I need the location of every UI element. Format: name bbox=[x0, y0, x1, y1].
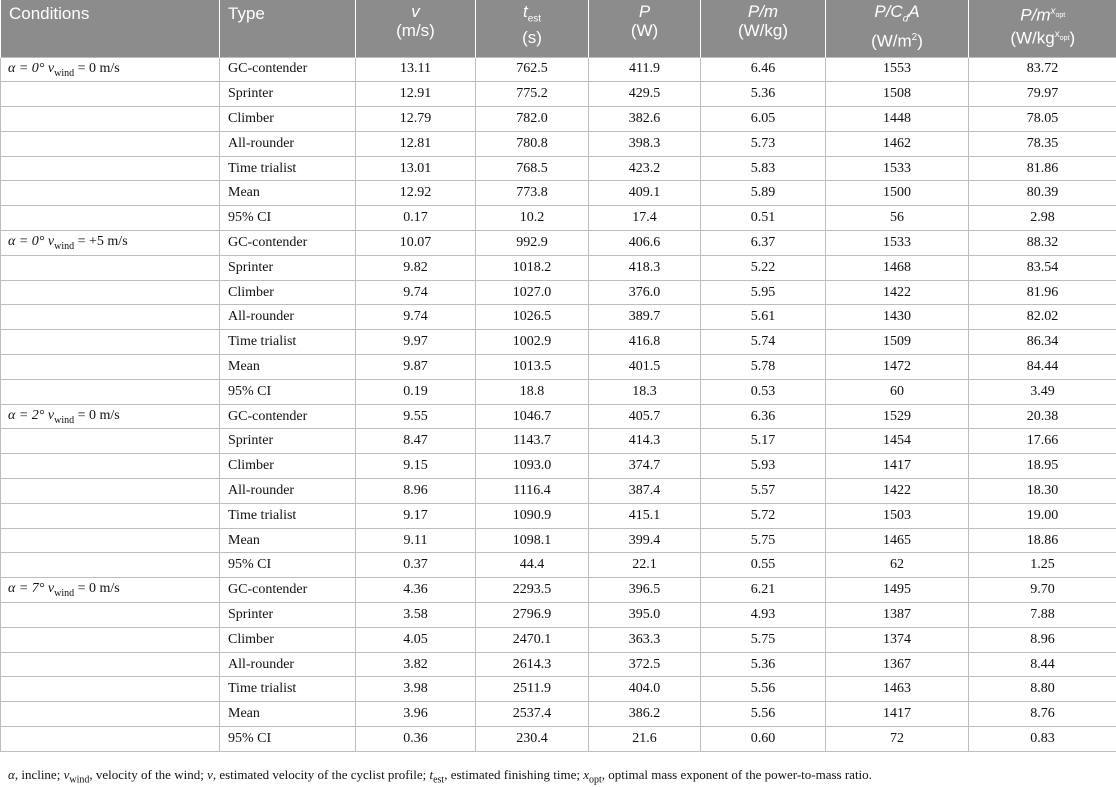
value-cell: 2.98 bbox=[969, 206, 1116, 231]
value-cell: 5.56 bbox=[701, 677, 826, 702]
condition-cell: α = 0° $v_{wind} = 0$ m/s bbox=[1, 57, 220, 82]
table-row bbox=[1, 305, 1116, 330]
value-cell: 3.96 bbox=[356, 702, 476, 727]
value-cell: 9.70 bbox=[969, 578, 1116, 603]
table-row bbox=[1, 156, 1116, 181]
value-cell: 1417 bbox=[826, 702, 969, 727]
value-cell: 1472 bbox=[826, 355, 969, 380]
value-cell: 423.2 bbox=[589, 156, 701, 181]
value-cell: 0.55 bbox=[701, 553, 826, 578]
type-cell: GC-contender bbox=[220, 404, 356, 429]
value-cell: 2537.4 bbox=[476, 702, 589, 727]
value-cell: 4.05 bbox=[356, 627, 476, 652]
type-cell: Time trialist bbox=[220, 156, 356, 181]
value-cell: 2470.1 bbox=[476, 627, 589, 652]
value-cell: 1046.7 bbox=[476, 404, 589, 429]
value-cell: 6.05 bbox=[701, 107, 826, 132]
value-cell: 8.80 bbox=[969, 677, 1116, 702]
value-cell: 5.22 bbox=[701, 255, 826, 280]
table-row bbox=[1, 206, 1116, 231]
table-row bbox=[1, 454, 1116, 479]
header-time: $t_{est}$ (s) bbox=[476, 0, 589, 57]
condition-cell bbox=[1, 330, 220, 355]
condition-cell bbox=[1, 479, 220, 504]
type-cell: All-rounder bbox=[220, 652, 356, 677]
value-cell: 9.55 bbox=[356, 404, 476, 429]
type-cell: All-rounder bbox=[220, 305, 356, 330]
type-cell: Time trialist bbox=[220, 330, 356, 355]
value-cell: 1.25 bbox=[969, 553, 1116, 578]
value-cell: 79.97 bbox=[969, 82, 1116, 107]
table-row bbox=[1, 627, 1116, 652]
value-cell: 389.7 bbox=[589, 305, 701, 330]
value-cell: 1422 bbox=[826, 280, 969, 305]
value-cell: 1533 bbox=[826, 231, 969, 256]
value-cell: 6.46 bbox=[701, 57, 826, 82]
value-cell: 12.92 bbox=[356, 181, 476, 206]
header-power-to-mass-exponent: $P/m^{x_{opt}}$ $(W/kg^{x_{opt}})$ bbox=[969, 0, 1116, 57]
condition-cell bbox=[1, 727, 220, 752]
value-cell: 0.37 bbox=[356, 553, 476, 578]
value-cell: 8.47 bbox=[356, 429, 476, 454]
table-row bbox=[1, 379, 1116, 404]
value-cell: 9.11 bbox=[356, 528, 476, 553]
type-cell: Sprinter bbox=[220, 429, 356, 454]
value-cell: 2614.3 bbox=[476, 652, 589, 677]
value-cell: 3.98 bbox=[356, 677, 476, 702]
value-cell: 416.8 bbox=[589, 330, 701, 355]
header-type: Type bbox=[220, 0, 356, 57]
value-cell: 0.19 bbox=[356, 379, 476, 404]
value-cell: 1002.9 bbox=[476, 330, 589, 355]
value-cell: 56 bbox=[826, 206, 969, 231]
type-cell: Sprinter bbox=[220, 603, 356, 628]
condition-cell bbox=[1, 454, 220, 479]
value-cell: 9.87 bbox=[356, 355, 476, 380]
header-power-to-drag: $P/C_dA$ $(W/m^2)$ bbox=[826, 0, 969, 57]
value-cell: 418.3 bbox=[589, 255, 701, 280]
table-row bbox=[1, 479, 1116, 504]
value-cell: 82.02 bbox=[969, 305, 1116, 330]
value-cell: 12.91 bbox=[356, 82, 476, 107]
value-cell: 387.4 bbox=[589, 479, 701, 504]
condition-cell bbox=[1, 379, 220, 404]
value-cell: 406.6 bbox=[589, 231, 701, 256]
value-cell: 1448 bbox=[826, 107, 969, 132]
value-cell: 768.5 bbox=[476, 156, 589, 181]
value-cell: 1468 bbox=[826, 255, 969, 280]
value-cell: 1013.5 bbox=[476, 355, 589, 380]
table-row bbox=[1, 578, 1116, 603]
value-cell: 1503 bbox=[826, 503, 969, 528]
value-cell: 1387 bbox=[826, 603, 969, 628]
type-cell: Climber bbox=[220, 454, 356, 479]
condition-cell: α = 7° $v_{wind} = 0$ m/s bbox=[1, 578, 220, 603]
header-power-to-mass: P/m (W/kg) bbox=[701, 0, 826, 57]
value-cell: 1090.9 bbox=[476, 503, 589, 528]
value-cell: 414.3 bbox=[589, 429, 701, 454]
value-cell: 775.2 bbox=[476, 82, 589, 107]
value-cell: 3.58 bbox=[356, 603, 476, 628]
value-cell: 409.1 bbox=[589, 181, 701, 206]
value-cell: 762.5 bbox=[476, 57, 589, 82]
value-cell: 1462 bbox=[826, 131, 969, 156]
condition-cell bbox=[1, 677, 220, 702]
value-cell: 12.81 bbox=[356, 131, 476, 156]
value-cell: 80.39 bbox=[969, 181, 1116, 206]
value-cell: 386.2 bbox=[589, 702, 701, 727]
value-cell: 992.9 bbox=[476, 231, 589, 256]
value-cell: 401.5 bbox=[589, 355, 701, 380]
value-cell: 0.17 bbox=[356, 206, 476, 231]
value-cell: 1509 bbox=[826, 330, 969, 355]
value-cell: 62 bbox=[826, 553, 969, 578]
value-cell: 83.54 bbox=[969, 255, 1116, 280]
value-cell: 1143.7 bbox=[476, 429, 589, 454]
table-row bbox=[1, 553, 1116, 578]
value-cell: 5.36 bbox=[701, 82, 826, 107]
value-cell: 405.7 bbox=[589, 404, 701, 429]
value-cell: 1465 bbox=[826, 528, 969, 553]
value-cell: 399.4 bbox=[589, 528, 701, 553]
type-cell: 95% CI bbox=[220, 553, 356, 578]
condition-cell bbox=[1, 503, 220, 528]
value-cell: 3.49 bbox=[969, 379, 1116, 404]
value-cell: 6.37 bbox=[701, 231, 826, 256]
value-cell: 5.89 bbox=[701, 181, 826, 206]
value-cell: 22.1 bbox=[589, 553, 701, 578]
value-cell: 363.3 bbox=[589, 627, 701, 652]
type-cell: Mean bbox=[220, 528, 356, 553]
value-cell: 6.21 bbox=[701, 578, 826, 603]
table-row bbox=[1, 355, 1116, 380]
value-cell: 4.36 bbox=[356, 578, 476, 603]
table-row bbox=[1, 255, 1116, 280]
value-cell: 230.4 bbox=[476, 727, 589, 752]
header-row bbox=[1, 0, 1116, 57]
value-cell: 1422 bbox=[826, 479, 969, 504]
table-row bbox=[1, 181, 1116, 206]
value-cell: 4.93 bbox=[701, 603, 826, 628]
value-cell: 780.8 bbox=[476, 131, 589, 156]
condition-cell bbox=[1, 107, 220, 132]
type-cell: Climber bbox=[220, 627, 356, 652]
value-cell: 17.66 bbox=[969, 429, 1116, 454]
value-cell: 8.96 bbox=[969, 627, 1116, 652]
value-cell: 0.53 bbox=[701, 379, 826, 404]
type-cell: Climber bbox=[220, 107, 356, 132]
condition-cell bbox=[1, 131, 220, 156]
type-cell: 95% CI bbox=[220, 379, 356, 404]
value-cell: 5.78 bbox=[701, 355, 826, 380]
value-cell: 19.00 bbox=[969, 503, 1116, 528]
table-body bbox=[1, 57, 1116, 751]
value-cell: 374.7 bbox=[589, 454, 701, 479]
table-row bbox=[1, 528, 1116, 553]
condition-cell bbox=[1, 355, 220, 380]
value-cell: 60 bbox=[826, 379, 969, 404]
value-cell: 83.72 bbox=[969, 57, 1116, 82]
condition-cell: α = 0° $v_{wind} = +5$ m/s bbox=[1, 231, 220, 256]
header-conditions: Conditions bbox=[1, 0, 220, 57]
table-row bbox=[1, 131, 1116, 156]
table-row bbox=[1, 702, 1116, 727]
condition-cell bbox=[1, 702, 220, 727]
value-cell: 9.74 bbox=[356, 305, 476, 330]
value-cell: 18.95 bbox=[969, 454, 1116, 479]
condition-cell bbox=[1, 305, 220, 330]
value-cell: 1026.5 bbox=[476, 305, 589, 330]
type-cell: Mean bbox=[220, 181, 356, 206]
value-cell: 9.15 bbox=[356, 454, 476, 479]
value-cell: 5.17 bbox=[701, 429, 826, 454]
value-cell: 72 bbox=[826, 727, 969, 752]
value-cell: 1018.2 bbox=[476, 255, 589, 280]
table-row bbox=[1, 107, 1116, 132]
value-cell: 5.75 bbox=[701, 627, 826, 652]
type-cell: GC-contender bbox=[220, 231, 356, 256]
value-cell: 1508 bbox=[826, 82, 969, 107]
value-cell: 5.61 bbox=[701, 305, 826, 330]
condition-cell: α = 2° $v_{wind} = 0$ m/s bbox=[1, 404, 220, 429]
header-power: P (W) bbox=[589, 0, 701, 57]
value-cell: 5.83 bbox=[701, 156, 826, 181]
value-cell: 1093.0 bbox=[476, 454, 589, 479]
value-cell: 5.93 bbox=[701, 454, 826, 479]
value-cell: 404.0 bbox=[589, 677, 701, 702]
value-cell: 81.86 bbox=[969, 156, 1116, 181]
condition-cell bbox=[1, 652, 220, 677]
type-cell: All-rounder bbox=[220, 131, 356, 156]
value-cell: 81.96 bbox=[969, 280, 1116, 305]
value-cell: 84.44 bbox=[969, 355, 1116, 380]
condition-cell bbox=[1, 429, 220, 454]
value-cell: 2293.5 bbox=[476, 578, 589, 603]
value-cell: 9.82 bbox=[356, 255, 476, 280]
value-cell: 18.30 bbox=[969, 479, 1116, 504]
value-cell: 5.95 bbox=[701, 280, 826, 305]
type-cell: Mean bbox=[220, 355, 356, 380]
table-row bbox=[1, 603, 1116, 628]
value-cell: 415.1 bbox=[589, 503, 701, 528]
condition-cell bbox=[1, 553, 220, 578]
type-cell: Time trialist bbox=[220, 503, 356, 528]
value-cell: 382.6 bbox=[589, 107, 701, 132]
value-cell: 18.86 bbox=[969, 528, 1116, 553]
value-cell: 0.60 bbox=[701, 727, 826, 752]
value-cell: 88.32 bbox=[969, 231, 1116, 256]
value-cell: 372.5 bbox=[589, 652, 701, 677]
value-cell: 18.3 bbox=[589, 379, 701, 404]
type-cell: All-rounder bbox=[220, 479, 356, 504]
value-cell: 10.2 bbox=[476, 206, 589, 231]
condition-cell bbox=[1, 603, 220, 628]
value-cell: 5.73 bbox=[701, 131, 826, 156]
value-cell: 2796.9 bbox=[476, 603, 589, 628]
table-row bbox=[1, 231, 1116, 256]
condition-cell bbox=[1, 82, 220, 107]
value-cell: 17.4 bbox=[589, 206, 701, 231]
value-cell: 782.0 bbox=[476, 107, 589, 132]
value-cell: 1027.0 bbox=[476, 280, 589, 305]
value-cell: 12.79 bbox=[356, 107, 476, 132]
value-cell: 44.4 bbox=[476, 553, 589, 578]
value-cell: 773.8 bbox=[476, 181, 589, 206]
value-cell: 1463 bbox=[826, 677, 969, 702]
value-cell: 8.76 bbox=[969, 702, 1116, 727]
value-cell: 5.72 bbox=[701, 503, 826, 528]
condition-cell bbox=[1, 627, 220, 652]
table-row bbox=[1, 652, 1116, 677]
value-cell: 20.38 bbox=[969, 404, 1116, 429]
value-cell: 6.36 bbox=[701, 404, 826, 429]
value-cell: 1529 bbox=[826, 404, 969, 429]
value-cell: 411.9 bbox=[589, 57, 701, 82]
value-cell: 5.57 bbox=[701, 479, 826, 504]
value-cell: 9.97 bbox=[356, 330, 476, 355]
type-cell: 95% CI bbox=[220, 727, 356, 752]
table-row bbox=[1, 503, 1116, 528]
value-cell: 2511.9 bbox=[476, 677, 589, 702]
condition-cell bbox=[1, 206, 220, 231]
value-cell: 3.82 bbox=[356, 652, 476, 677]
condition-cell bbox=[1, 255, 220, 280]
type-cell: GC-contender bbox=[220, 57, 356, 82]
value-cell: 13.11 bbox=[356, 57, 476, 82]
value-cell: 1533 bbox=[826, 156, 969, 181]
type-cell: Sprinter bbox=[220, 255, 356, 280]
table-row bbox=[1, 404, 1116, 429]
value-cell: 86.34 bbox=[969, 330, 1116, 355]
table-row bbox=[1, 82, 1116, 107]
value-cell: 18.8 bbox=[476, 379, 589, 404]
value-cell: 429.5 bbox=[589, 82, 701, 107]
value-cell: 1374 bbox=[826, 627, 969, 652]
value-cell: 78.35 bbox=[969, 131, 1116, 156]
type-cell: Time trialist bbox=[220, 677, 356, 702]
footnote: α, incline; $v_{wind}$, velocity of the wind; v, estimated velocity of the cyclist profile; $t_{est}$, estimated finishing time; $x_{opt}$, optimal mass exponent of the power-to-mass ratio. bbox=[8, 767, 872, 786]
value-cell: 1495 bbox=[826, 578, 969, 603]
value-cell: 1116.4 bbox=[476, 479, 589, 504]
value-cell: 395.0 bbox=[589, 603, 701, 628]
value-cell: 398.3 bbox=[589, 131, 701, 156]
value-cell: 10.07 bbox=[356, 231, 476, 256]
type-cell: Climber bbox=[220, 280, 356, 305]
value-cell: 5.74 bbox=[701, 330, 826, 355]
condition-cell bbox=[1, 156, 220, 181]
value-cell: 9.17 bbox=[356, 503, 476, 528]
value-cell: 21.6 bbox=[589, 727, 701, 752]
value-cell: 396.5 bbox=[589, 578, 701, 603]
table-row bbox=[1, 727, 1116, 752]
value-cell: 8.44 bbox=[969, 652, 1116, 677]
value-cell: 8.96 bbox=[356, 479, 476, 504]
value-cell: 1417 bbox=[826, 454, 969, 479]
type-cell: Mean bbox=[220, 702, 356, 727]
value-cell: 5.36 bbox=[701, 652, 826, 677]
value-cell: 1500 bbox=[826, 181, 969, 206]
value-cell: 9.74 bbox=[356, 280, 476, 305]
type-cell: 95% CI bbox=[220, 206, 356, 231]
condition-cell bbox=[1, 181, 220, 206]
table-row bbox=[1, 677, 1116, 702]
table-row bbox=[1, 57, 1116, 82]
table-row bbox=[1, 429, 1116, 454]
value-cell: 1454 bbox=[826, 429, 969, 454]
condition-cell bbox=[1, 528, 220, 553]
value-cell: 5.56 bbox=[701, 702, 826, 727]
value-cell: 0.36 bbox=[356, 727, 476, 752]
value-cell: 0.83 bbox=[969, 727, 1116, 752]
value-cell: 1430 bbox=[826, 305, 969, 330]
header-velocity: v (m/s) bbox=[356, 0, 476, 57]
table-row bbox=[1, 330, 1116, 355]
value-cell: 7.88 bbox=[969, 603, 1116, 628]
value-cell: 1098.1 bbox=[476, 528, 589, 553]
value-cell: 0.51 bbox=[701, 206, 826, 231]
value-cell: 1367 bbox=[826, 652, 969, 677]
type-cell: Sprinter bbox=[220, 82, 356, 107]
table-row bbox=[1, 280, 1116, 305]
value-cell: 376.0 bbox=[589, 280, 701, 305]
value-cell: 1553 bbox=[826, 57, 969, 82]
value-cell: 13.01 bbox=[356, 156, 476, 181]
condition-cell bbox=[1, 280, 220, 305]
value-cell: 78.05 bbox=[969, 107, 1116, 132]
value-cell: 5.75 bbox=[701, 528, 826, 553]
type-cell: GC-contender bbox=[220, 578, 356, 603]
